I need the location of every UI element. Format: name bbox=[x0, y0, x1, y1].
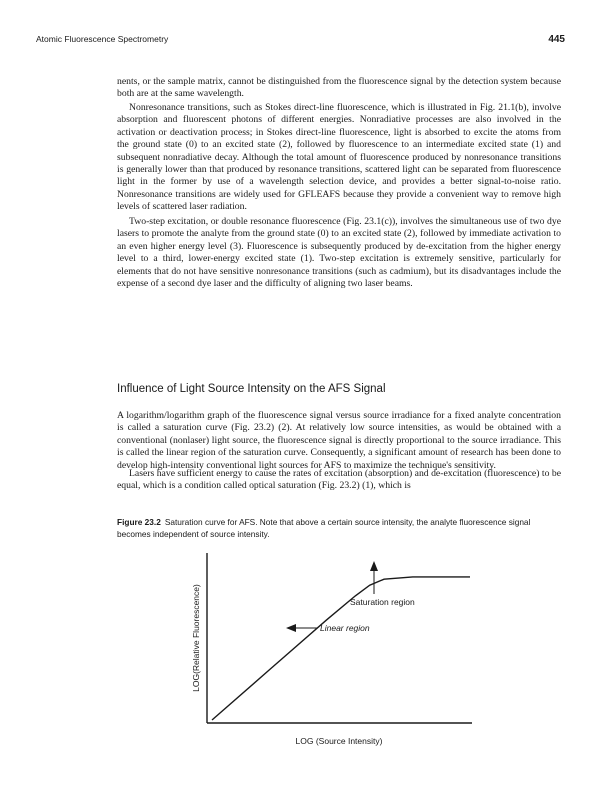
y-axis-label: LOG(Relative Fluorescence) bbox=[191, 584, 201, 692]
linear-annotation: Linear region bbox=[320, 623, 370, 633]
paragraph-5: Lasers have sufficient energy to cause the rates of excitation (absorption) and de-excitation (fluorescence) to be equal, which is a condition called optical saturation (Fig. 23.2) (1), which is bbox=[117, 468, 561, 492]
section-heading: Influence of Light Source Intensity on the AFS Signal bbox=[117, 383, 386, 395]
figure-caption-text: Saturation curve for AFS. Note that above a certain source intensity, the analyte fluorescence signal becomes independent of source intensity. bbox=[117, 517, 531, 539]
saturation-annotation: Saturation region bbox=[350, 597, 415, 607]
running-header-title: Atomic Fluorescence Spectrometry bbox=[36, 34, 169, 44]
paragraph-4: A logarithm/logarithm graph of the fluorescence signal versus source irradiance for a fixed analyte concentration is called a saturation curve (Fig. 23.2) (2). At relatively low source intensities, as would be obtained with a conventional (nonlaser) light source, the fluorescence signal is directly proportional to the source irradiance. This is called the linear region of the saturation curve. Consequently, a significant amount of research has been done to develop high-intensity conventional light sources for AFS to maximize the technique's sensitivity. bbox=[117, 410, 561, 471]
paragraph-2: Nonresonance transitions, such as Stokes direct-line fluorescence, which is illustrated in Fig. 21.1(b), involve absorption and fluorescent photons of different energies. Nonradiative processes are also involved in the activation or deactivation process; in Stokes direct-line fluorescence, light is absorbed to excite the atoms from the ground state (0) to an excited state (2), followed by fluorescence to an intermediate excited state (1) and subsequent nonradiative decay. Although the total amount of fluorescence produced by nonresonance transitions is generally lower than that produced by resonance transitions, scattered light can be separated from fluorescence light in the former by use of a wavelength selection device, and provides a better signal-to-noise ratio. Nonresonance transitions are widely used for GFLEAFS because they provide a convenient way to remove high levels of scattered laser radiation. bbox=[117, 102, 561, 213]
paragraph-3: Two-step excitation, or double resonance fluorescence (Fig. 23.1(c)), involves the simultaneous use of two dye lasers to promote the analyte from the ground state (0) to an excited state (2), followed by immediate activation to an even higher energy level (3). Fluorescence is subsequently produced by de-excitation from the higher energy level to a third, lower-energy excited state (1). Two-step excitation is extremely sensitive, particularly for elements that do not have sensitive nonresonance transitions (such as cadmium), but its disadvantages include the expense of a second dye laser and the difficulty of aligning two laser beams. bbox=[117, 216, 561, 290]
figure-label: Figure 23.2 bbox=[117, 517, 161, 527]
linear-arrowhead bbox=[286, 624, 296, 632]
saturation-curve bbox=[212, 577, 470, 720]
saturation-arrowhead bbox=[370, 561, 378, 571]
x-axis-label: LOG (Source Intensity) bbox=[295, 736, 383, 746]
page-number: 445 bbox=[548, 34, 565, 45]
paragraph-1: nents, or the sample matrix, cannot be distinguished from the fluorescence signal by the detection system because both are at the same wavelength. bbox=[117, 76, 561, 100]
